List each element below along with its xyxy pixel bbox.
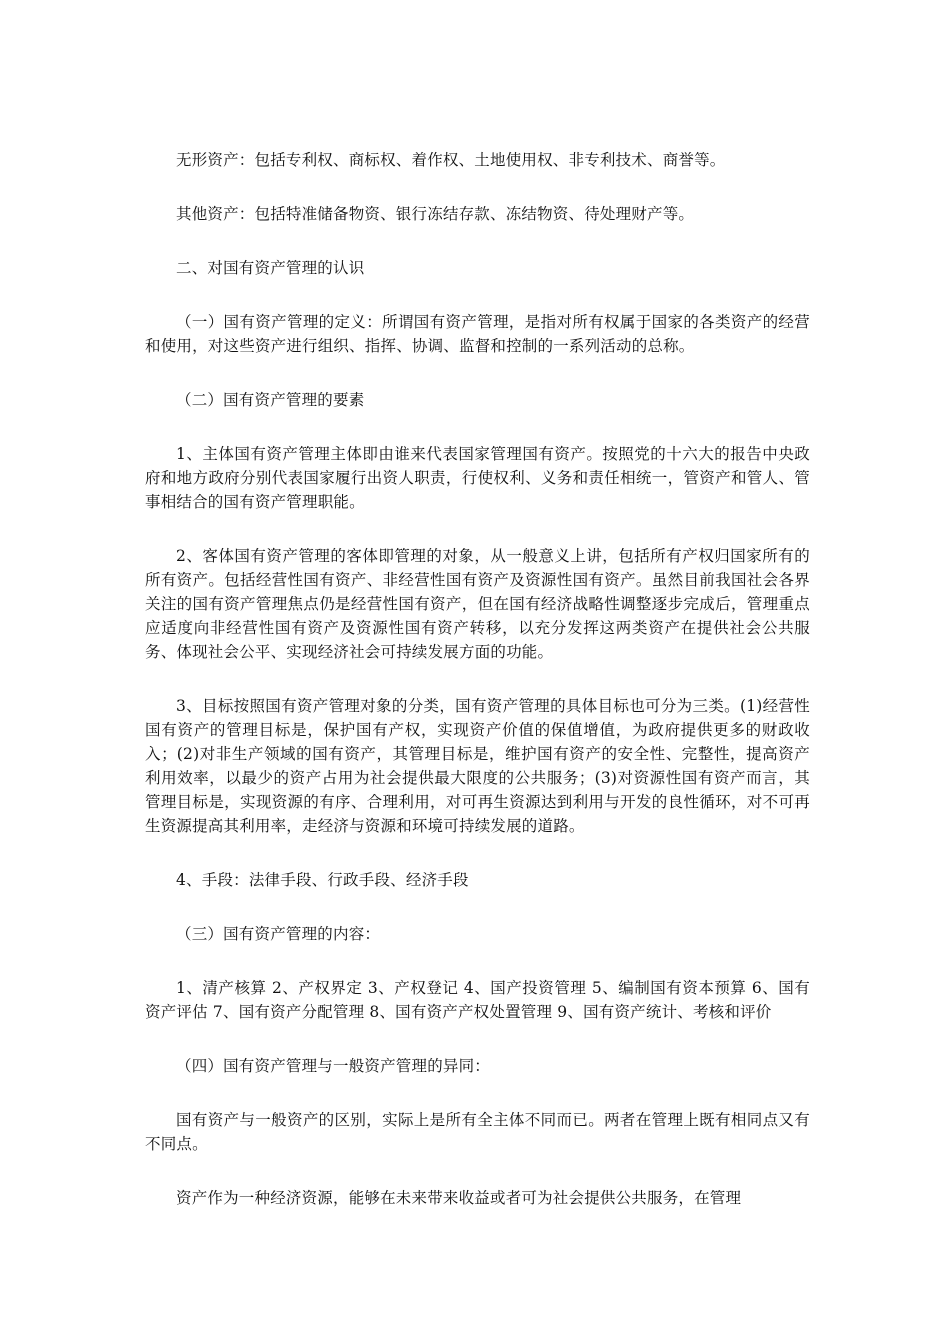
paragraph-definition: （一）国有资产管理的定义：所谓国有资产管理，是指对所有权属于国家的各类资产的经营和使用，对这些资产进行组织、指挥、协调、监督和控制的一系列活动的总称。 [145, 313, 810, 355]
paragraph-objectives: 3、目标按照国有资产管理对象的分类，国有资产管理的具体目标也可分为三类。(1)经营性国有资产的管理目标是，保护国有产权，实现资产价值的保值增值，为政府提供更多的财政收入；(2)对非生产领域的国有资产，其管理目标是，维护国有资产的安全性、完整性，提高资产利用效率，以最少的资产占用为社会提供最大限度的公共服务；(3)对资源性国有资产而言，其管理目标是，实现资源的有序、合理利用，对可再生资源达到利用与开发的良性循环，对不可再生资源提高其利用率，走经济与资源和环境可持续发展的道路。 [145, 697, 810, 835]
paragraph-object: 2、客体国有资产管理的客体即管理的对象，从一般意义上讲，包括所有产权归国家所有的所有资产。包括经营性国有资产、非经营性国有资产及资源性国有资产。虽然目前我国社会各界关注的国有资产管理焦点仍是经营性国有资产，但在国有经济战略性调整逐步完成后，管理重点应适度向非经营性国有资产及资源性国有资产转移，以充分发挥这两类资产在提供社会公共服务、体现社会公平、实现经济社会可持续发展方面的功能。 [145, 547, 810, 661]
paragraph-distinction: 国有资产与一般资产的区别，实际上是所有全主体不同而已。两者在管理上既有相同点又有不同点。 [145, 1111, 810, 1153]
paragraph-intangible-assets: 无形资产：包括专利权、商标权、着作权、土地使用权、非专利技术、商誉等。 [176, 151, 726, 169]
paragraph-means: 4、手段：法律手段、行政手段、经济手段 [176, 871, 469, 889]
paragraph-other-assets: 其他资产：包括特准储备物资、银行冻结存款、冻结物资、待处理财产等。 [176, 205, 695, 223]
subheading-elements: （二）国有资产管理的要素 [176, 391, 365, 409]
paragraph-economic-resource: 资产作为一种经济资源，能够在未来带来收益或者可为社会提供公共服务，在管理 [176, 1189, 742, 1207]
subheading-contents: （三）国有资产管理的内容： [176, 925, 381, 943]
section-heading-2: 二、对国有资产管理的认识 [176, 259, 365, 277]
subheading-differences: （四）国有资产管理与一般资产管理的异同： [176, 1057, 491, 1075]
document-page [145, 148, 810, 1210]
paragraph-subject: 1、主体国有资产管理主体即由谁来代表国家管理国有资产。按照党的十六大的报告中央政府和地方政府分别代表国家履行出资人职责，行使权利、义务和责任相统一，管资产和管人、管事相结合的国有资产管理职能。 [145, 445, 810, 511]
paragraph-contents-list: 1、清产核算 2、产权界定 3、产权登记 4、国产投资管理 5、编制国有资本预算 6、国有资产评估 7、国有资产分配管理 8、国有资产产权处置管理 9、国有资产统计、考核和评价 [145, 979, 810, 1021]
